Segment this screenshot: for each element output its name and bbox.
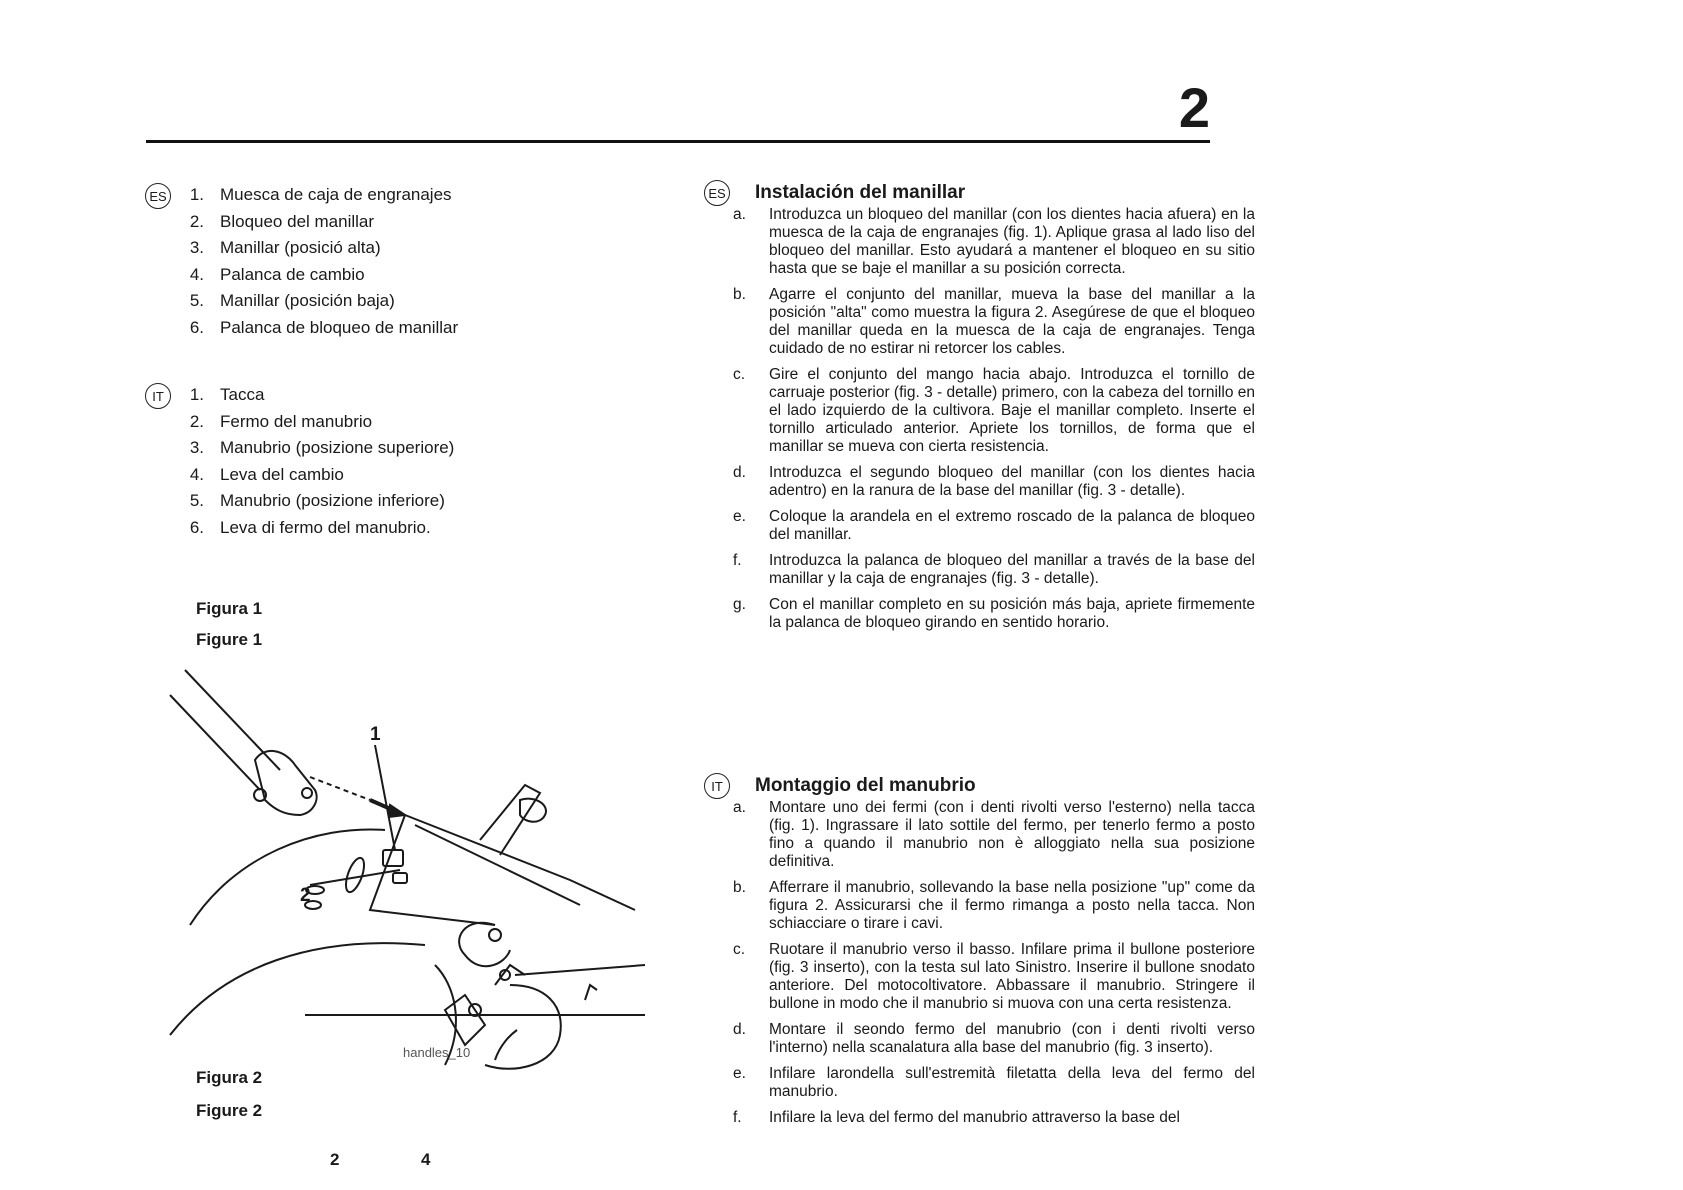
list-item: 2. Bloqueo del manillar [189, 211, 375, 231]
list-item: 2. Fermo del manubrio [189, 411, 373, 431]
chapter-number: 2 [1178, 76, 1210, 139]
handle-lock [393, 873, 407, 883]
figure-2-label-en: Figure 2 [196, 1101, 263, 1120]
gearbox-top-edge [405, 815, 635, 910]
figure-2-label-es: Figura 2 [196, 1068, 263, 1087]
callout-2: 2 [300, 885, 311, 906]
list-item: b. Agarre el conjunto del manillar, mueva la base del manillar a la posición "alta" como muestra la figura 2. Asegúrese de que el bloqueo del manillar queda en la muesca de la caja de engranajes. Tenga cuidado de no estirar ni retorcer los cables. [733, 286, 1255, 357]
it-parts-list [172, 382, 454, 542]
handle-bracket [255, 751, 317, 815]
list-item: e. Coloque la arandela en el extremo roscado de la palanca de bloqueo del manillar. [733, 508, 1255, 543]
list-item: 5. Manubrio (posizione inferiore) [189, 491, 445, 511]
page-number: 4 [421, 1150, 431, 1169]
es-language-badge: ES [145, 183, 171, 209]
list-item: 3. Manillar (posició alta) [189, 238, 381, 258]
list-item: d. Introduzca el segundo bloqueo del manillar (con los dientes hacia adentro) en la ranura de la base del manillar (fig. 3 - detalle). [733, 464, 1255, 499]
gearbox-notch [383, 850, 403, 866]
it-section-badge: IT [704, 773, 730, 799]
shift-lever [480, 785, 540, 855]
es-section-title: Instalación del manillar [755, 182, 966, 203]
es-steps [733, 206, 1255, 640]
list-item: a. Montare uno dei fermi (con i denti rivolti verso l'esterno) nella tacca (fig. 1). Ingrassare il lato sottile del fermo, per tenerlo fermo a posto fino a quando il manubrio non è alloggiato nella sua posizione definitiva. [733, 799, 1255, 870]
figure-1-label-en: Figure 1 [196, 630, 263, 649]
list-item: e. Infilare larondella sull'estremità filetatta della leva del fermo del manubrio. [733, 1065, 1255, 1100]
list-item: c. Gire el conjunto del mango hacia abajo. Introduzca el tornillo de carruaje posterior (fig. 3 - detalle) primero, con la cabeza del tornillo en el lado izquierdo de la cultivora. Baje el manillar completo. Inserte el tornillo articulado anterior. Apriete los tornillos, de forma que el manillar se mueva con cierta resistencia. [733, 366, 1255, 455]
list-item: 3. Manubrio (posizione superiore) [189, 438, 455, 458]
it-section-title: Montaggio del manubrio [755, 775, 976, 796]
list-item: 6. Palanca de bloqueo de manillar [189, 317, 459, 337]
list-item: a. Introduzca un bloqueo del manillar (con los dientes hacia afuera) en la muesca de la caja de engranajes (fig. 1). Aplique grasa al lado liso del bloqueo del manillar. Esto ayudará a mantener el bloqueo en su sitio hasta que se baje el manillar a su posición correcta. [733, 206, 1255, 277]
figure-1-label-es: Figura 1 [196, 599, 263, 618]
page-number-small: 2 [330, 1150, 340, 1169]
list-item: 6. Leva di fermo del manubrio. [189, 517, 431, 537]
image-caption: handles_10 [403, 1045, 471, 1060]
es-section-badge: ES [704, 180, 730, 206]
callout-1: 1 [370, 724, 381, 745]
fender-arc-lower [170, 943, 425, 1035]
list-item: 4. Leva del cambio [189, 464, 344, 484]
es-parts-list [172, 182, 458, 342]
list-item: f. Introduzca la palanca de bloqueo del manillar a través de la base del manillar y la caja de engranajes (fig. 3 - detalle). [733, 552, 1255, 587]
list-item: 1. Muesca de caja de engranajes [189, 185, 452, 204]
list-item: 4. Palanca de cambio [189, 264, 365, 284]
list-item: 1. Tacca [189, 385, 265, 404]
list-item: d. Montare il seondo fermo del manubrio (con i denti rivolti verso l'interno) nella scanalatura alla base del manubrio (fig. 3 inserto). [733, 1021, 1255, 1056]
list-item: c. Ruotare il manubrio verso il basso. Infilare prima il bullone posteriore (fig. 3 inserto), con la testa sul lato Sinistro. Inserire il bullone snodato anteriore. Del motocoltivatore. Abbassare il manubrio. Stringere il bullone in modo che il manubrio si muova con una certa resistenza. [733, 941, 1255, 1012]
handle-installation-illustration [165, 665, 645, 1075]
list-item: g. Con el manillar completo en su posición más baja, apriete firmemente la palanca de bloqueo girando en sentido horario. [733, 596, 1255, 631]
list-item: 5. Manillar (posición baja) [189, 291, 395, 311]
list-item: b. Afferrare il manubrio, sollevando la base nella posizione "up" come da figura 2. Assicurarsi che il fermo rimanga a posto nella tacca. Non schiacciare o tirare i cavi. [733, 879, 1255, 932]
handle-bar-upper-edge [185, 670, 280, 770]
list-item: f. Infilare la leva del fermo del manubrio attraverso la base del [733, 1109, 1180, 1126]
it-steps [733, 799, 1255, 1135]
it-language-badge: IT [145, 383, 171, 409]
header-rule [146, 140, 1210, 143]
